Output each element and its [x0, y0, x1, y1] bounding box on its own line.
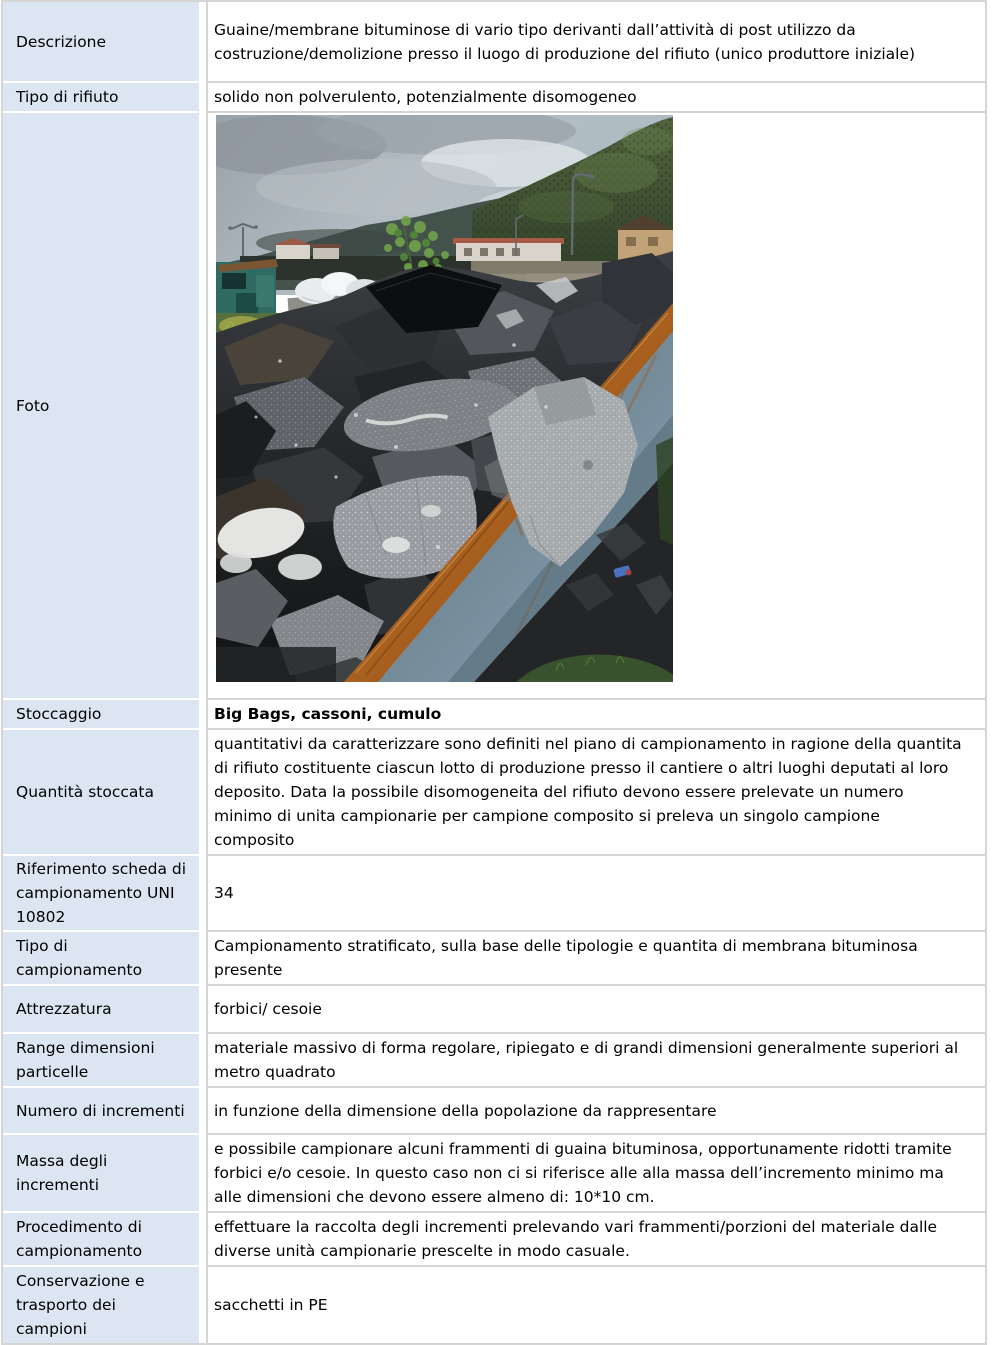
row-label: Attrezzatura	[3, 986, 199, 1034]
row-label: Conservazione e trasporto dei campioni	[3, 1267, 199, 1343]
column-gutter	[199, 1267, 206, 1343]
row-label: Tipo di rifiuto	[3, 83, 199, 113]
teal-truck	[216, 259, 278, 318]
column-gutter	[199, 1213, 206, 1267]
row-value: Campionamento stratificato, sulla base delle tipologie e quantita di membrana bituminosa presente	[206, 932, 985, 986]
column-gutter	[199, 1135, 206, 1213]
row-value	[206, 113, 985, 700]
row-value: Big Bags, cassoni, cumulo	[206, 700, 985, 730]
row-value: 34	[206, 856, 985, 932]
row-label: Riferimento scheda di campionamento UNI 10802	[3, 856, 199, 932]
row-label: Stoccaggio	[3, 700, 199, 730]
table-row-stoccaggio	[3, 700, 985, 730]
row-value: effettuare la raccolta degli incrementi prelevando vari frammenti/porzioni del materiale dalle diverse unità campionarie prescelte in modo casuale.	[206, 1213, 985, 1267]
row-label: Foto	[3, 113, 199, 700]
column-gutter	[199, 932, 206, 986]
row-value: in funzione della dimensione della popolazione da rappresentare	[206, 1088, 985, 1135]
waste-pile-photo	[216, 115, 673, 682]
row-label: Massa degli incrementi	[3, 1135, 199, 1213]
scheda-table	[1, 0, 987, 1345]
column-gutter	[199, 700, 206, 730]
row-label: Descrizione	[3, 2, 199, 83]
table-row-tipo-rifiuto	[3, 83, 985, 113]
row-value: solido non polverulento, potenzialmente disomogeneo	[206, 83, 985, 113]
row-value: quantitativi da caratterizzare sono definiti nel piano di campionamento in ragione della quantita di rifiuto costituente ciascun lotto di produzione presso il cantiere o altri luoghi deputati al loro deposito. Data la possibile disomogeneita del rifiuto devono essere prelevate un numero minimo di unita campionarie per campione composito si preleva un singolo campione composito	[206, 730, 985, 856]
row-label: Procedimento di campionamento	[3, 1213, 199, 1267]
waste-pile-photo-illustration	[216, 115, 673, 682]
table-row-range-dimensioni	[3, 1034, 985, 1088]
table-row-tipo-campionamento	[3, 932, 985, 986]
table-row-quantita-stoccata	[3, 730, 985, 856]
table-row-numero-incrementi	[3, 1088, 985, 1135]
column-gutter	[199, 83, 206, 113]
column-gutter	[199, 1034, 206, 1088]
table-row-riferimento-scheda	[3, 856, 985, 932]
row-value: Guaine/membrane bituminose di vario tipo derivanti dall’attività di post utilizzo da costruzione/demolizione presso il luogo di produzione del rifiuto (unico produttore iniziale)	[206, 2, 985, 83]
column-gutter	[199, 1088, 206, 1135]
table-row-descrizione	[3, 2, 985, 83]
column-gutter	[199, 730, 206, 856]
column-gutter	[199, 856, 206, 932]
row-value: materiale massivo di forma regolare, ripiegato e di grandi dimensioni generalmente superiori al metro quadrato	[206, 1034, 985, 1088]
table-row-conservazione	[3, 1267, 985, 1343]
table-row-attrezzatura	[3, 986, 985, 1034]
column-gutter	[199, 113, 206, 700]
row-label: Numero di incrementi	[3, 1088, 199, 1135]
row-label: Quantità stoccata	[3, 730, 199, 856]
table-row-foto	[3, 113, 985, 700]
row-label: Range dimensioni particelle	[3, 1034, 199, 1088]
row-value: e possibile campionare alcuni frammenti di guaina bituminosa, opportunamente ridotti tramite forbici e/o cesoie. In questo caso non ci si riferisce alle alla massa dell’incremento minimo ma alle dimensioni che devono essere almeno di: 10*10 cm.	[206, 1135, 985, 1213]
row-value: sacchetti in PE	[206, 1267, 985, 1343]
column-gutter	[199, 986, 206, 1034]
row-label: Tipo di campionamento	[3, 932, 199, 986]
row-value: forbici/ cesoie	[206, 986, 985, 1034]
waste-characterization-sheet	[1, 0, 987, 1345]
table-row-massa-incrementi	[3, 1135, 985, 1213]
column-gutter	[199, 2, 206, 83]
table-row-procedimento	[3, 1213, 985, 1267]
